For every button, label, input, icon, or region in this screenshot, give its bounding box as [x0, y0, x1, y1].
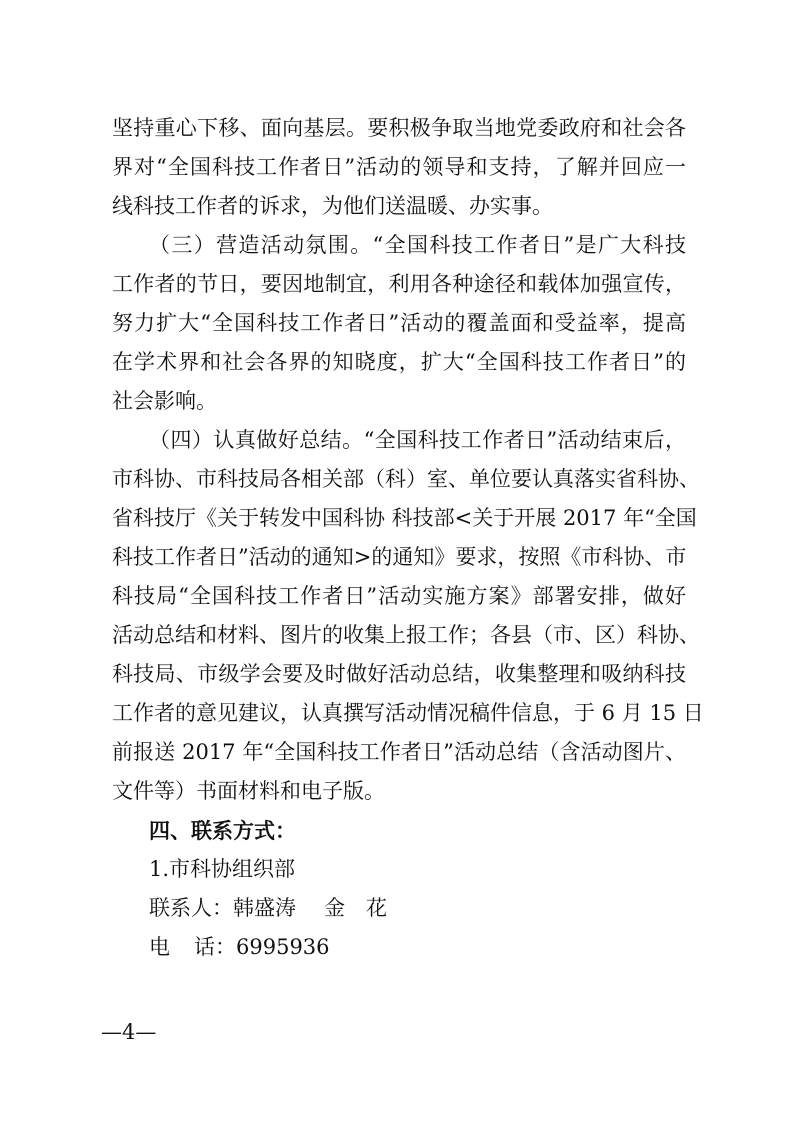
contact-person-row: [112, 889, 686, 928]
text-line: 科技局、市级学会要及时做好活动总结，收集整理和吸纳科技: [112, 662, 686, 686]
contact-phone-label-part-2: 话：: [194, 935, 236, 959]
text-line: 坚持重心下移、面向基层。要积极争取当地党委政府和社会各: [112, 116, 686, 140]
text-line: 文件等）书面材料和电子版。: [112, 779, 385, 803]
contact-unit: 1.市科协组织部: [149, 857, 296, 881]
section-heading: 四、联系方式：: [149, 818, 296, 843]
contact-phone-row: [112, 928, 686, 967]
text-line: 前报送 2017 年“全国科技工作者日”活动总结（含活动图片、: [112, 740, 686, 764]
text-line: 界对“全国科技工作者日”活动的领导和支持，了解并回应一: [112, 155, 686, 179]
body-text: [112, 109, 704, 967]
contact-person-2: 金 花: [324, 896, 387, 920]
text-line: 工作者的意见建议，认真撰写活动情况稿件信息，于 6 月 15 日: [112, 701, 704, 725]
text-line: 在学术界和社会各界的知晓度，扩大“全国科技工作者日”的: [112, 350, 686, 374]
text-line: 工作者的节日，要因地制宜，利用各种途径和载体加强宣传，: [112, 272, 686, 296]
page-number: —4—: [101, 1020, 157, 1044]
text-line: 线科技工作者的诉求，为他们送温暖、办实事。: [112, 194, 553, 218]
text-line: 社会影响。: [112, 389, 217, 413]
text-line: 科技局“全国科技工作者日”活动实施方案》部署安排，做好: [112, 584, 686, 608]
text-line: （三）营造活动氛围。“全国科技工作者日”是广大科技: [149, 233, 686, 257]
text-line: 省科技厅《关于转发中国科协 科技部<关于开展 2017 年“全国: [112, 506, 697, 530]
contact-person-1: 韩盛涛: [233, 896, 296, 920]
text-line: 科技工作者日”活动的通知>的通知》要求，按照《市科协、市: [112, 545, 687, 569]
text-line: 市科协、市科技局各相关部（科）室、单位要认真落实省科协、: [112, 467, 700, 491]
contact-phone-number: 6995936: [236, 935, 330, 959]
text-line: 努力扩大“全国科技工作者日”活动的覆盖面和受益率，提高: [112, 311, 686, 335]
contact-phone-label-part-1: 电: [149, 935, 170, 959]
text-line: （四）认真做好总结。“全国科技工作者日”活动结束后，: [149, 428, 686, 452]
contact-person-label: 联系人：: [149, 896, 233, 920]
text-line: 活动总结和材料、图片的收集上报工作；各县（市、区）科协、: [112, 623, 700, 647]
